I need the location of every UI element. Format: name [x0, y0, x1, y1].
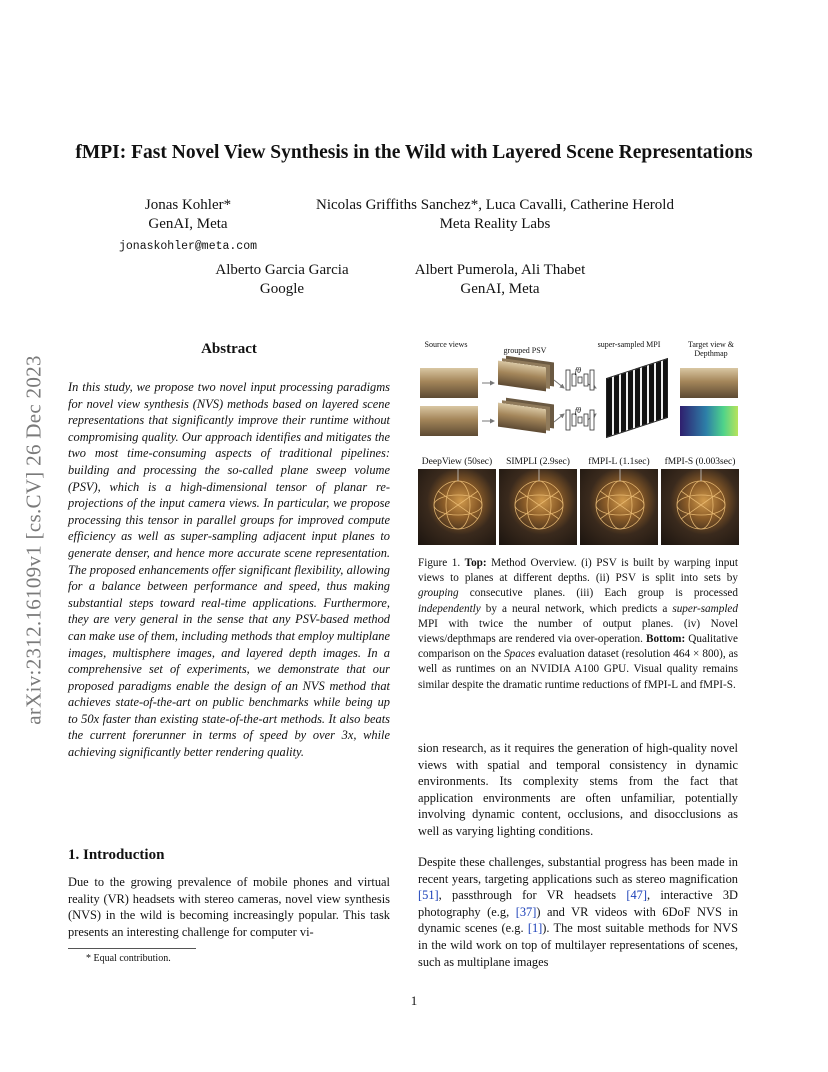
label-target-view: Target view & Depthmap [688, 340, 734, 358]
paper-title: fMPI: Fast Novel View Synthesis in the Wild with Layered Scene Representations [75, 142, 753, 163]
caption-prefix: Figure 1. [418, 557, 461, 569]
page-number: 1 [410, 993, 418, 1008]
citation-link[interactable]: [37] [515, 904, 537, 919]
citation-link[interactable]: [47] [626, 888, 647, 903]
arxiv-identifier: arXiv:2312.16109v1 [cs.CV] 26 Dec 2023 [21, 355, 46, 725]
intro-text: Due to the growing prevalence of mobile phones and virtual reality (VR) headsets with stereo cameras, novel view synthesis (NVS) in the wild is becoming increasingly popular. This task presents an interesting challenge for computer vi- [68, 875, 390, 939]
figure-caption [418, 556, 738, 693]
depthmap-image [680, 406, 738, 436]
network-f-label: fθ [574, 366, 582, 375]
caption-text: Qualitative comparison on the [418, 633, 738, 661]
author-email[interactable]: jonaskohler@meta.com [118, 240, 258, 253]
intro-heading: 1. Introduction [68, 847, 165, 863]
body-text: Despite these challenges, substantial progress has been made in recent years, targeting applications such as stereo magnification [418, 855, 738, 886]
caption-emph: independently [418, 602, 481, 615]
citation-link[interactable]: [1] [527, 921, 543, 936]
source-view-image [420, 406, 478, 436]
author-name: Jonas Kohler* [144, 197, 232, 213]
footnote: * Equal contribution. [86, 953, 171, 964]
label-grouped-psv: grouped PSV [503, 346, 547, 355]
caption-emph: super-sampled [672, 602, 738, 615]
body-text: , passthrough for VR headsets [438, 888, 627, 903]
caption-text: MPI with twice the number of output planes. (iv) Novel views/depthmaps are rendered via over-operation. [418, 617, 738, 646]
network-diagram [564, 366, 600, 440]
body-text: ) and VR videos with 6DoF NVS in dynamic scenes (e.g. [418, 904, 738, 936]
author-affiliation: Google [259, 281, 305, 297]
citation-link[interactable]: [51] [418, 888, 439, 903]
comparison-label: fMPI-L (1.1sec) [588, 457, 650, 467]
source-view-image [420, 368, 478, 398]
author-block-1 [118, 196, 258, 256]
body-text: ). The most suitable methods for NVS in the wild work on top of multilayer representations of scenes, such as multiplane images [418, 921, 738, 969]
author-name: Nicolas Griffiths Sanchez*, Luca Cavalli, Catherine Herold [316, 197, 674, 213]
caption-bottom-label: Bottom: [646, 633, 686, 646]
caption-text: Method Overview. (i) PSV is built by warping input views to planes at different depths. (ii) PSV is split into sets by [418, 557, 739, 585]
comparison-image [580, 469, 658, 545]
author-block-4 [400, 261, 600, 299]
caption-text: consecutive planes. (iii) Each group is processed [458, 587, 738, 600]
author-affiliation: GenAI, Meta [148, 216, 228, 232]
network-f-label: fθ [574, 406, 582, 415]
author-block-2 [295, 196, 695, 234]
caption-emph: Spaces [504, 648, 536, 661]
abstract-text: In this study, we propose two novel input processing paradigms for novel view synthesis (NVS) methods based on layered scene representations that significantly improve their runtime without compromising quality. Our approach identifies and mitigates the two most time-consuming aspects of traditional pipelines: building and processing the so-called plane sweep volume (PSV), which is a high-dimensional tensor of planar re-projections of the input camera views. In particular, we propose processing this tensor in parallel groups for improved compute efficiency as well as super-sampling adjacent input planes to generate denser, and hence more accurate scene representation. The proposed enhancements offer significant flexibility, allowing for a balance between performance and speed, thus making substantial steps toward real-time applications. Furthermore, they are very general in the sense that any PSV-based method can make use of them, including methods that employ multiplane images, multisphere images, and layered depth images. In a comprehensive set of experiments, we demonstrate that our proposed paradigms enable the design of an NVS method that achieves state-of-the-art on public benchmarks while being up to 50x faster than existing state-of-the-art methods. It also beats the current forerunner in terms of speed by over 3x, while achieving significantly better rendering quality. [68, 380, 390, 760]
caption-emph: grouping [418, 587, 459, 600]
comparison-image [418, 469, 496, 545]
comparison-label: SIMPLI (2.9sec) [506, 457, 570, 467]
comparison-image [499, 469, 577, 545]
label-supersampled-mpi: super-sampled MPI [597, 340, 661, 349]
author-name: Albert Pumerola, Ali Thabet [414, 262, 586, 278]
body-text: , interactive 3D photography (e.g, [418, 888, 738, 919]
body-paragraph [418, 854, 738, 970]
footnote-divider [68, 948, 196, 949]
author-block-3 [192, 261, 372, 299]
caption-top-label: Top: [464, 557, 487, 569]
abstract-heading: Abstract [201, 341, 257, 357]
comparison-label: fMPI-S (0.003sec) [664, 457, 736, 467]
label-source-views: Source views [424, 340, 468, 349]
body-paragraph: sion research, as it requires the generation of high-quality novel views with spatial and temporal consistency in dynamic environments. Its complexity stems from the fact that application environments are often unfamiliar, potentially involving dynamic content, occlusions, and disocclusions as well as varying lighting conditions. [418, 741, 738, 838]
author-affiliation: GenAI, Meta [460, 281, 540, 297]
author-affiliation: Meta Reality Labs [439, 216, 551, 232]
author-name: Alberto Garcia Garcia [215, 262, 349, 278]
target-view-image [680, 368, 738, 398]
caption-text: by a neural network, which predicts a [480, 602, 673, 615]
comparison-image [661, 469, 739, 545]
comparison-label: DeepView (50sec) [421, 457, 493, 467]
caption-text: evaluation dataset (resolution 464 × 800), as well as runtimes on an NVIDIA A100 GPU. Visual quality remains similar despite the dramatic runtime reductions of fMPI-L and fMPI-S. [418, 648, 738, 691]
